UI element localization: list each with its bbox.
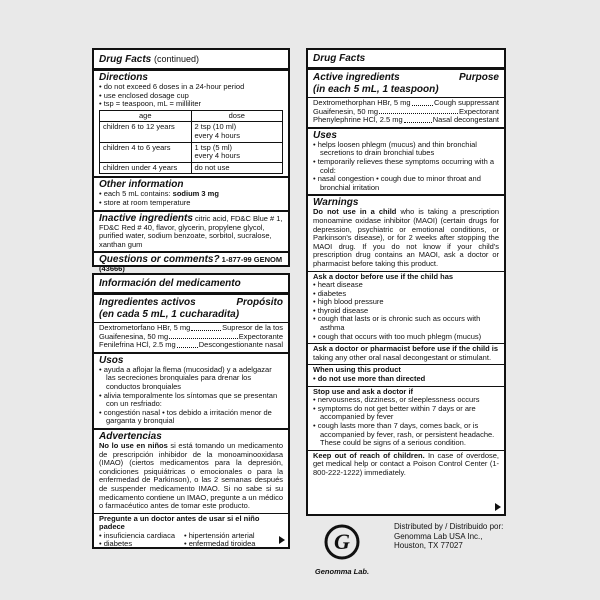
list-item: • diabetes bbox=[99, 539, 133, 549]
pregunte-list bbox=[99, 532, 269, 549]
list-item: • nasal congestion • cough due to minor throat and bronchial irritation bbox=[313, 174, 481, 192]
list-item: Phenylephrine HCl, 2.5 mg Nasal decongestant bbox=[313, 115, 499, 125]
list-item: • ayuda a aflojar la flema (mucosidad) y a adelgazar las secreciones bronquiales para drenar los conductos bronquiales bbox=[99, 366, 283, 392]
list-item: • temporarily relieves these symptoms occurring with a cold: bbox=[313, 158, 499, 175]
genomma-logo bbox=[312, 522, 372, 582]
warnings-text: Do not use in a child who is taking a prescription monoamine oxidase inhibitor (MAOI) (certain drugs for depression, psychiatric or emotional conditions, or Parkinson's disease), or for 2 weeks after stopping the MAOI drug. If you do not know if your child's prescription drug contains an MAOI, ask a doctor or pharmacist before taking this product. bbox=[313, 207, 500, 268]
list-item: • store at room temperature bbox=[99, 199, 283, 208]
ingredients-header: Ingredientes activos Propósito bbox=[99, 297, 283, 308]
list-item: • enfermedad tiroidea bbox=[184, 539, 256, 549]
active-header: Active ingredients Purpose bbox=[313, 72, 499, 83]
inactive-ingredients: Inactive ingredients citric acid, FD&C Blue # 1, FD&C Red # 40, flavor, glycerin, propylene glycol, purified water, sodium benzoate, sorbitol, sucralose, xanthan gum bbox=[99, 212, 283, 249]
actives-list bbox=[99, 324, 283, 350]
table-row: age dose bbox=[100, 110, 283, 122]
drug-facts-continued-panel bbox=[92, 48, 290, 274]
uses-list bbox=[313, 141, 499, 193]
directions-heading: Directions bbox=[99, 72, 148, 83]
list-item: • diabetes bbox=[313, 290, 499, 299]
when-using-list bbox=[313, 375, 499, 384]
dosage-table bbox=[99, 110, 283, 175]
list-item: • nervousness, dizziness, or sleeplessness occurs bbox=[313, 396, 499, 405]
drug-facts-panel bbox=[306, 48, 506, 516]
other-info-list bbox=[99, 190, 283, 207]
list-item: • cough lasts more than 7 days, comes back, or is accompanied by fever, rash, or persistent headache. These could be signs of a serious condition. bbox=[313, 422, 499, 448]
panel-title: Drug Facts bbox=[313, 53, 366, 64]
list-item: • hipertensión arterial bbox=[184, 530, 255, 540]
list-item: • tsp = teaspoon, mL = milliliter bbox=[99, 100, 283, 109]
ask-doctor-list bbox=[313, 281, 499, 341]
when-using-heading: When using this product bbox=[313, 365, 401, 375]
table-row: children 6 to 12 years 2 tsp (10 ml) every 4 hours bbox=[100, 122, 283, 142]
keep-out-text: Keep out of reach of children. In case of overdose, get medical help or contact a Poison Control Center (1-800-222-1222) immediately. bbox=[313, 450, 500, 477]
list-item: • high blood pressure bbox=[313, 298, 499, 307]
continue-arrow-icon bbox=[279, 536, 285, 544]
list-item: Dextromethorphan HBr, 5 mg Cough suppressant bbox=[313, 98, 499, 107]
list-item: • each 5 mL contains: sodium 3 mg bbox=[99, 190, 283, 199]
list-item: • do not use more than directed bbox=[313, 375, 499, 384]
advertencias-text: No lo use en niños si está tomando un medicamento de prescripción inhibidor de la monoaminooxidasa (IMAO) (ciertos medicamentos para la depresión, condiciones psiquiátricas o emocionales o para la enfermedad de Parkinson), o las 2 semanas después de suspender medicamento IMAO. Si no sabe si su medicamento contiene un IMAO, pregunte a un médico o farmacéutico antes de tomar este producto. bbox=[99, 440, 283, 511]
stop-use-heading: Stop use and ask a doctor if bbox=[313, 386, 414, 396]
uses-heading: Uses bbox=[313, 129, 337, 141]
list-item: • insuficiencia cardiaca bbox=[99, 530, 176, 540]
usos-list bbox=[99, 366, 283, 426]
list-item: Guaifenesina, 50 mg Expectorante bbox=[99, 331, 283, 341]
list-item: • cough that lasts or is chronic such as occurs with asthma bbox=[313, 315, 499, 332]
panel-title: Información del medicamento bbox=[99, 278, 241, 289]
other-info-heading: Other information bbox=[99, 179, 184, 191]
panel-title: Drug Facts (continued) bbox=[99, 54, 200, 65]
per-dose-label: (in each 5 mL, 1 teaspoon) bbox=[313, 84, 439, 95]
warnings-heading: Warnings bbox=[313, 197, 359, 209]
actives-list bbox=[313, 99, 499, 125]
ask-doctor-heading: Ask a doctor before use if the child has bbox=[313, 271, 454, 281]
informacion-panel bbox=[92, 273, 290, 549]
stop-use-list bbox=[313, 396, 499, 448]
list-item: • use enclosed dosage cup bbox=[99, 92, 283, 101]
svg-text:G: G bbox=[334, 529, 350, 554]
per-dose-label: (en cada 5 mL, 1 cucharadita) bbox=[99, 309, 240, 320]
directions-list bbox=[99, 83, 283, 109]
table-row: children 4 to 6 years 1 tsp (5 ml) every 4 hours bbox=[100, 142, 283, 162]
list-item: • cough that occurs with too much phlegm (mucus) bbox=[313, 333, 499, 342]
list-item: • do not exceed 6 doses in a 24-hour period bbox=[99, 83, 283, 92]
list-item: • symptoms do not get better within 7 days or are accompanied by fever bbox=[313, 405, 499, 422]
questions-line: Questions or comments? 1-877-99 GENOM (43666) bbox=[99, 254, 283, 274]
advertencias-heading: Advertencias bbox=[99, 430, 162, 442]
list-item: Fenilefrina HCl, 2.5 mg Descongestionante nasal bbox=[99, 340, 283, 350]
usos-heading: Usos bbox=[99, 354, 124, 366]
list-item: Guaifenesin, 50 mg Expectorant bbox=[313, 106, 499, 116]
continue-arrow-icon bbox=[495, 503, 501, 511]
list-item: • alivia temporalmente los síntomas que se presentan con un resfriado: bbox=[99, 392, 283, 409]
list-item: • helps loosen phlegm (mucus) and thin bronchial secretions to drain bronchial tubes bbox=[313, 141, 499, 158]
table-row: children under 4 years do not use bbox=[100, 162, 283, 174]
distributor-info: Distributed by / Distribuido por: Genomma Lab USA Inc., Houston, TX 77027 bbox=[394, 522, 504, 550]
list-item: • heart disease bbox=[313, 281, 499, 290]
ask-pharmacist: Ask a doctor or pharmacist before use if the child is taking any other oral nasal decongestant or stimulant. bbox=[313, 344, 499, 362]
pregunte-heading: Pregunte a un doctor antes de usar si el niño padece bbox=[99, 513, 260, 532]
list-item: • thyroid disease bbox=[313, 307, 499, 316]
logo-text: Genomma Lab. bbox=[314, 567, 370, 576]
list-item: Dextrometorfano HBr, 5 mg Supresor de la tos bbox=[99, 323, 283, 332]
list-item: • congestión nasal • tos debido a irritación menor de garganta y bronquial bbox=[99, 407, 272, 426]
